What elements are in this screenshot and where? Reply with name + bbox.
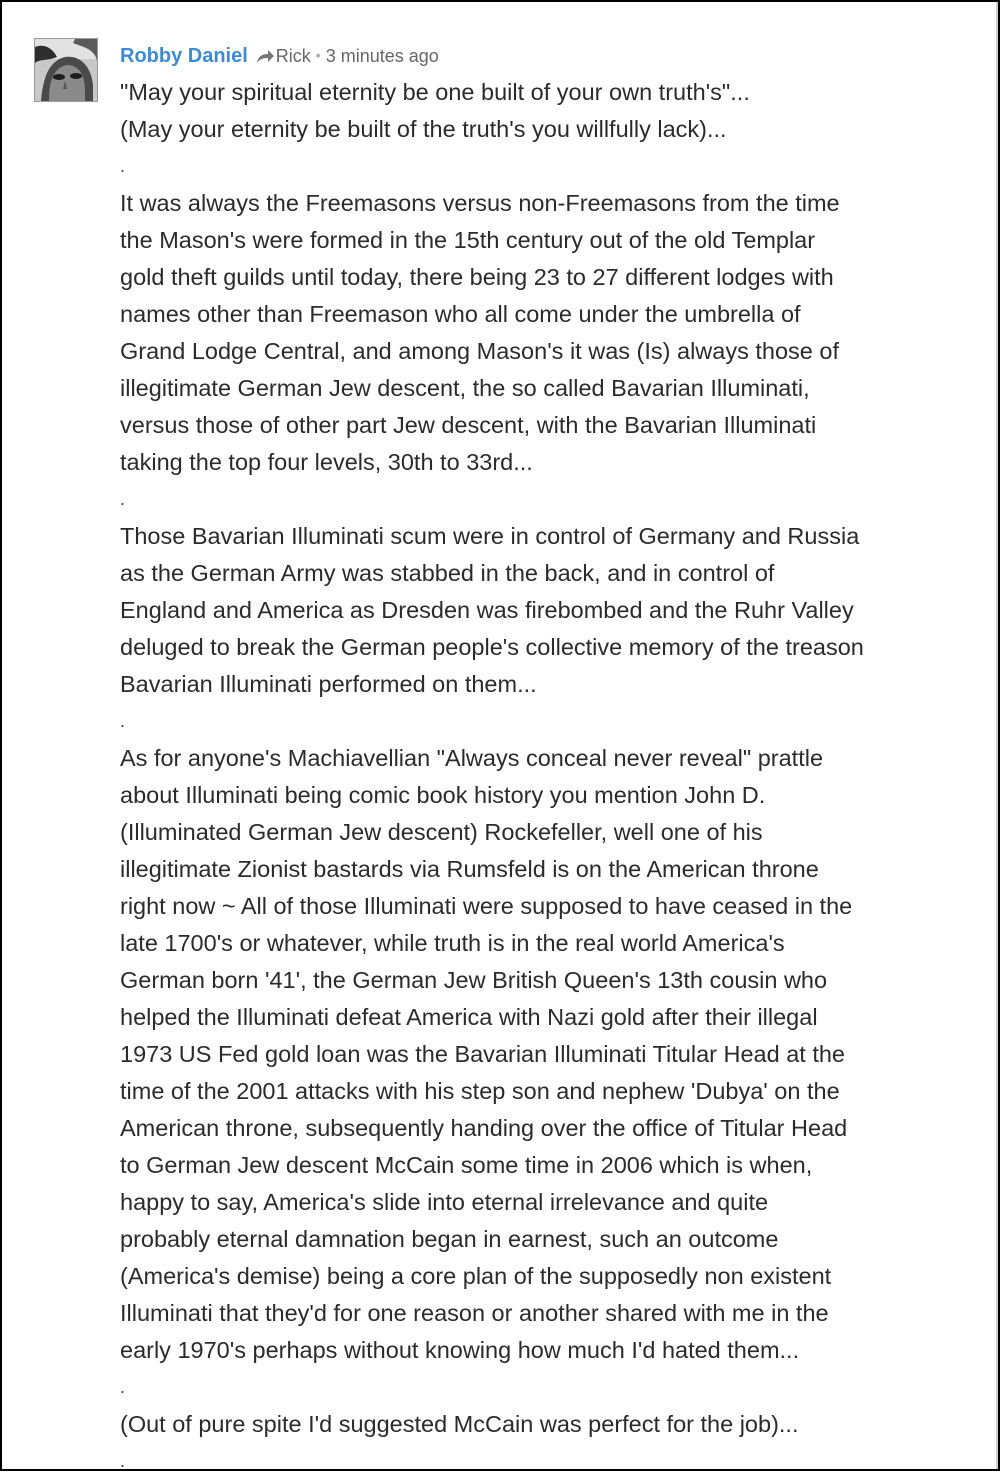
avatar[interactable] <box>34 38 98 102</box>
comment-text-line: (May your eternity be built of the truth's you willfully lack)... <box>120 116 727 142</box>
comment-text-line: Illuminati that they'd for one reason or another shared with me in the <box>120 1300 829 1326</box>
comment-text-line: England and America as Dresden was firebombed and the Ruhr Valley <box>120 597 854 623</box>
comment-text-line: the Mason's were formed in the 15th century out of the old Templar <box>120 227 816 253</box>
comment-text-line: late 1700's or whatever, while truth is in the real world America's <box>120 930 785 956</box>
comment-text-line: Grand Lodge Central, and among Mason's it was (Is) always those of <box>120 338 839 364</box>
reply-arrow-icon <box>256 43 274 73</box>
comment-text-line: taking the top four levels, 30th to 33rd... <box>120 449 533 475</box>
comment-text-line: American throne, subsequently handing over the office of Titular Head <box>120 1115 848 1141</box>
comment-text-line: (America's demise) being a core plan of the supposedly non existent <box>120 1263 832 1289</box>
meta-separator: • <box>315 47 321 63</box>
paragraph-separator: . <box>120 711 126 731</box>
paragraph-separator: . <box>120 489 126 509</box>
comment-timestamp[interactable]: 3 minutes ago <box>325 46 439 66</box>
comment-text-line: happy to say, America's slide into eternal irrelevance and quite <box>120 1189 769 1215</box>
comment-text-line: about Illuminati being comic book history you mention John D. <box>120 782 766 808</box>
comment-body <box>120 74 980 1480</box>
paragraph-separator: . <box>120 156 126 176</box>
comment-text-line: gold theft guilds until today, there being 23 to 27 different lodges with <box>120 264 834 290</box>
author-name[interactable]: Robby Daniel <box>120 45 248 67</box>
user-avatar-icon <box>35 39 97 101</box>
comment-text-line: 1973 US Fed gold loan was the Bavarian Illuminati Titular Head at the <box>120 1041 846 1067</box>
comment-text-line: as the German Army was stabbed in the back, and in control of <box>120 560 775 586</box>
panel-edge <box>996 2 998 1469</box>
comment-text-line: It was always the Freemasons versus non-Freemasons from the time <box>120 190 840 216</box>
comment-text-line: versus those of other part Jew descent, with the Bavarian Illuminati <box>120 412 817 438</box>
comment-text-line: helped the Illuminati defeat America with Nazi gold after their illegal <box>120 1004 818 1030</box>
comment-text-line: time of the 2001 attacks with his step son and nephew 'Dubya' on the <box>120 1078 840 1104</box>
comment-text-line: Bavarian Illuminati performed on them... <box>120 671 537 697</box>
paragraph-separator: . <box>120 1451 126 1471</box>
comment-text-line: to German Jew descent McCain some time in 2006 which is when, <box>120 1152 813 1178</box>
comment-text-line: early 1970's perhaps without knowing how much I'd hated them... <box>120 1337 800 1363</box>
comment-text-line: names other than Freemason who all come under the umbrella of <box>120 301 801 327</box>
comment-text-line: probably eternal damnation began in earnest, such an outcome <box>120 1226 779 1252</box>
paragraph-separator: . <box>120 1377 126 1397</box>
comment-text-line: (Illuminated German Jew descent) Rockefeller, well one of his <box>120 819 763 845</box>
comment-text-line: German born '41', the German Jew British Queen's 13th cousin who <box>120 967 828 993</box>
comment-text-line: illegitimate German Jew descent, the so called Bavarian Illuminati, <box>120 375 810 401</box>
comment-text-line: right now ~ All of those Illuminati were supposed to have ceased in the <box>120 893 853 919</box>
comment <box>120 40 980 1480</box>
comment-text-line: "May your spiritual eternity be one built of your own truth's"... <box>120 79 750 105</box>
comment-text-line: As for anyone's Machiavellian "Always conceal never reveal" prattle <box>120 745 824 771</box>
comment-text-line: illegitimate Zionist bastards via Rumsfeld is on the American throne <box>120 856 819 882</box>
reply-to-user[interactable]: Rick <box>275 46 311 66</box>
comment-text-line: (Out of pure spite I'd suggested McCain was perfect for the job)... <box>120 1411 799 1437</box>
comment-meta <box>120 40 980 70</box>
comment-text-line: Those Bavarian Illuminati scum were in control of Germany and Russia <box>120 523 860 549</box>
comment-text-line: deluged to break the German people's collective memory of the treason <box>120 634 864 660</box>
